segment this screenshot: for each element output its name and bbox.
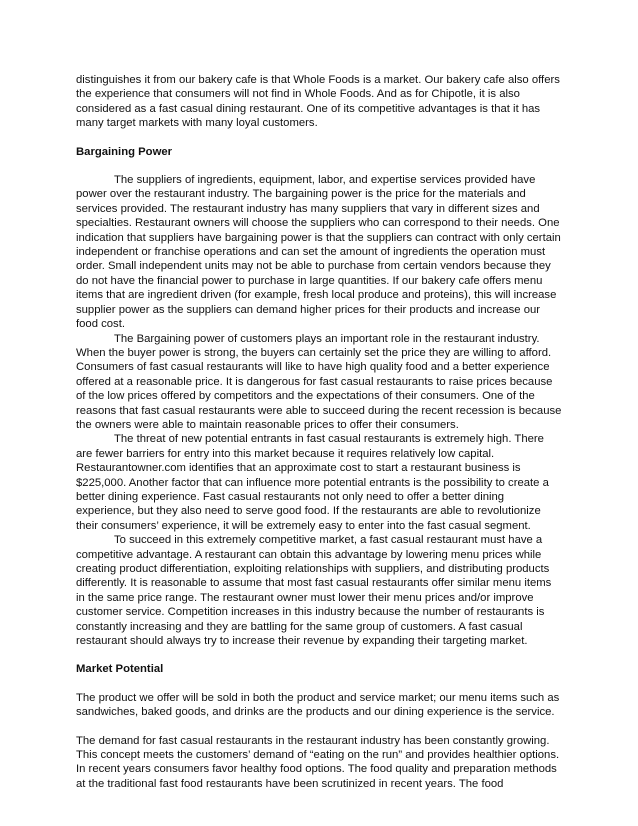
document-page (76, 73, 562, 791)
bargaining-power-paragraph-1: The suppliers of ingredients, equipment, labor, and expertise services provided have power over the restaurant industry. The bargaining power is the price for the materials and services provided. The restaurant industry has many suppliers that vary in different sizes and specialties. Restaurant owners will choose the suppliers who can correspond to their needs. One indication that suppliers have bargaining power is that the suppliers can contract with only certain independent or franchise operations and can set the amount of ingredients the operation must order. Small independent units may not be able to purchase from certain vendors because they do not have the financial power to purchase in large quantities. If our bakery cafe offers menu items that are ingredient driven (for example, fresh local produce and proteins), this will increase supplier power as the suppliers can demand higher prices for their products and increase our food cost. (76, 174, 561, 331)
bargaining-power-heading: Bargaining Power (76, 145, 173, 158)
market-potential-paragraph-1: The product we offer will be sold in both the product and service market; our menu items such as sandwiches, baked goods, and drinks are the products and our dining experience is the service. (76, 691, 560, 719)
market-potential-paragraph-2: The demand for fast casual restaurants in the restaurant industry has been constantly growing. This concept meets the customers’ demand of “eating on the run” and provides healthier options. In recent years consumers favor healthy food options. The food quality and preparation methods at the traditional fast food restaurants have been scrutinized in recent years. The food (76, 734, 560, 790)
bargaining-power-paragraph-3: The threat of new potential entrants in fast casual restaurants is extremely high. There are fewer barriers for entry into this market because it requires relatively low capital. Restaurantowner.com identifies that an approximate cost to start a restaurant business is $225,000. Another factor that can influence more potential entrants is the possibility to create a better dining experience. Fast casual restaurants not only need to offer a better dining experience, but they also need to serve good food. If the restaurants are able to revolutionize their consumers’ experience, it will be extremely easy to enter into the fast casual segment. (76, 433, 549, 532)
intro-paragraph: distinguishes it from our bakery cafe is that Whole Foods is a market. Our bakery cafe also offers the experience that consumers will not find in Whole Foods. And as for Chipotle, it is also considered as a fast casual dining restaurant. One of its competitive advantages is that it has many target markets with many loyal customers. (76, 74, 560, 130)
market-potential-heading: Market Potential (76, 663, 164, 676)
bargaining-power-paragraph-4: To succeed in this extremely competitive market, a fast casual restaurant must have a competitive advantage. A restaurant can obtain this advantage by lowering menu prices while creating product differentiation, exploiting relationships with suppliers, and distributing products differently. It is reasonable to assume that most fast casual restaurants offer similar menu items in the same price range. The restaurant owner must lower their menu prices and/or improve customer service. Competition increases in this industry because the number of restaurants is constantly increasing and they are battling for the same group of customers. A fast casual restaurant should always try to increase their revenue by expanding their targeting market. (76, 534, 552, 648)
bargaining-power-paragraph-2: The Bargaining power of customers plays an important role in the restaurant industry. When the buyer power is strong, the buyers can certainly set the price they are willing to afford. Consumers of fast casual restaurants will like to have high quality food and a better experience offered at a reasonable price. It is dangerous for fast casual restaurants to raise prices because of the low prices offered by competitors and the expectations of their consumers. One of the reasons that fast casual restaurants were able to succeed during the recent recession is because the owners were able to maintain reasonable prices to offer their consumers. (76, 332, 562, 431)
